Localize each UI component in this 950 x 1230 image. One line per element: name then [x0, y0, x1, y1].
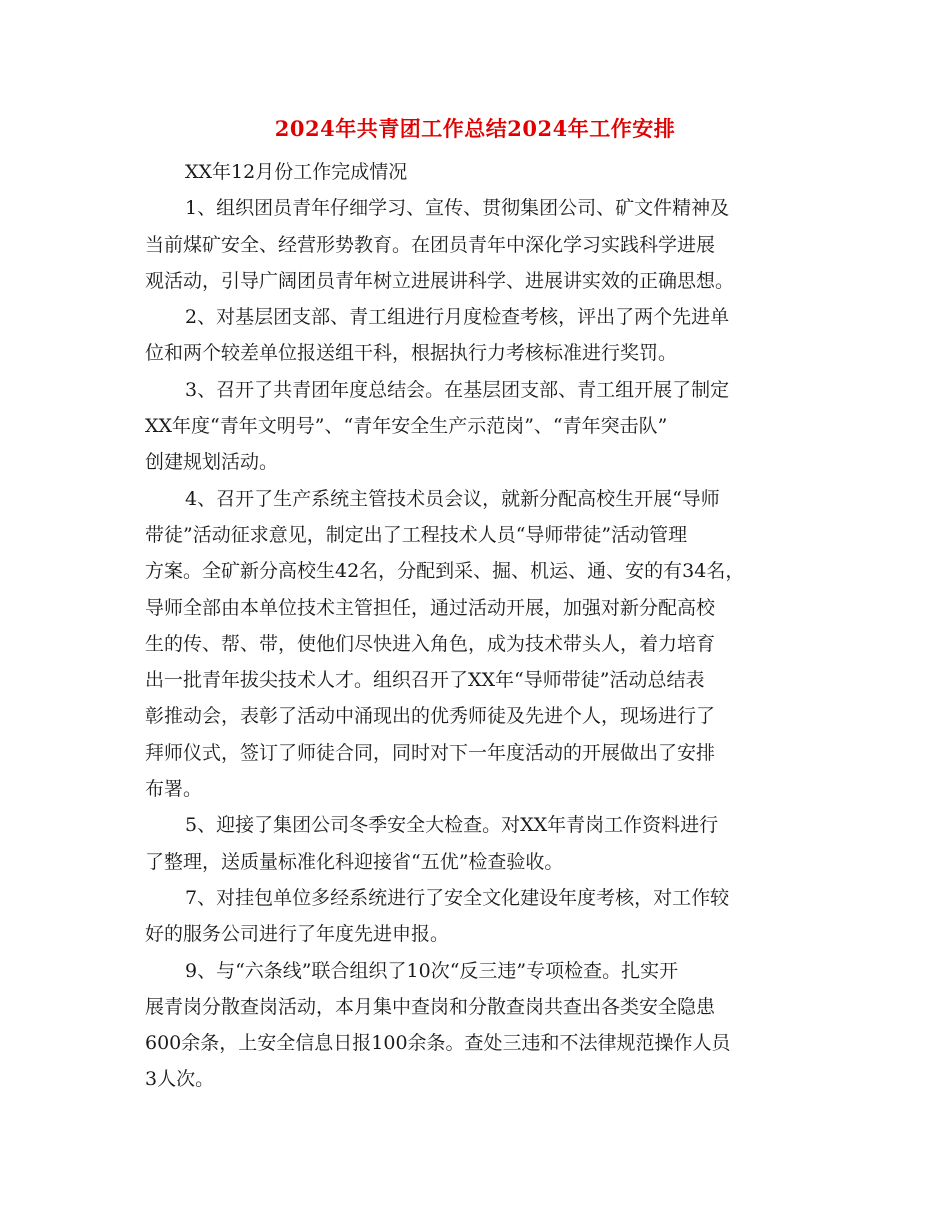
paragraph-item-5 — [145, 807, 810, 880]
paragraph-line: 展青岗分散查岗活动，本月集中查岗和分散查岗共查出各类安全隐患 — [145, 995, 716, 1018]
document-body — [145, 154, 810, 1098]
paragraph-line: XX年12月份工作完成情况 — [185, 161, 408, 183]
paragraph-line: XX年度“青年文明号”、“青年安全生产示范岗”、“青年突击队” — [145, 415, 668, 438]
paragraph-item-9 — [145, 953, 810, 1098]
paragraph-line: 拜师仪式，签订了师徒合同，同时对下一年度活动的开展做出了安排 — [145, 741, 716, 764]
paragraph-line: 导师全部由本单位技术主管担任，通过活动开展，加强对新分配高校 — [145, 596, 716, 619]
paragraph-line: 2、对基层团支部、青工组进行月度检查考核，评出了两个先进单 — [185, 306, 730, 329]
paragraph-line: 带徒”活动征求意见，制定出了工程技术人员“导师带徒”活动管理 — [145, 523, 688, 546]
document-title: 2024年共青团工作总结2024年工作安排 — [274, 116, 676, 141]
paragraph-line: 创建规划活动。 — [145, 451, 279, 474]
paragraph-line: 方案。全矿新分高校生42名，分配到采、掘、机运、通、安的有34名， — [145, 560, 745, 583]
paragraph-line: 好的服务公司进行了年度先进申报。 — [145, 923, 450, 946]
paragraph-line: 生的传、帮、带，使他们尽快进入角色，成为技术带头人，着力培育 — [145, 632, 716, 655]
paragraph-line: 了整理，送质量标准化科迎接省“五优”检查验收。 — [145, 850, 564, 873]
paragraph-line: 彰推动会，表彰了活动中涌现出的优秀师徒及先进个人，现场进行了 — [145, 705, 716, 728]
paragraph-line: 观活动，引导广阔团员青年树立进展讲科学、进展讲实效的正确思想。 — [145, 269, 735, 292]
paragraph-line: 位和两个较差单位报送组干科，根据执行力考核标准进行奖罚。 — [145, 342, 678, 365]
paragraph-line: 5、迎接了集团公司冬季安全大检查。对XX年青岗工作资料进行 — [185, 814, 719, 837]
paragraph-line: 3人次。 — [145, 1068, 215, 1091]
paragraph-line: 出一批青年拔尖技术人才。组织召开了XX年“导师带徒”活动总结表 — [145, 669, 705, 692]
paragraph-item-4 — [145, 481, 810, 808]
paragraph-line: 当前煤矿安全、经营形势教育。在团员青年中深化学习实践科学进展 — [145, 233, 716, 256]
paragraph-item-7 — [145, 880, 810, 953]
paragraph-item-3 — [145, 372, 810, 481]
paragraph-subheading — [145, 154, 810, 190]
paragraph-line: 4、召开了生产系统主管技术员会议，就新分配高校生开展“导师 — [185, 487, 720, 510]
paragraph-line: 1、组织团员青年仔细学习、宣传、贯彻集团公司、矿文件精神及 — [185, 197, 730, 220]
paragraph-line: 布署。 — [145, 778, 203, 801]
paragraph-line: 3、召开了共青团年度总结会。在基层团支部、青工组开展了制定 — [185, 378, 730, 401]
paragraph-line: 600余条，上安全信息日报100余条。查处三违和不法律规范操作人员 — [145, 1032, 731, 1055]
paragraph-line: 9、与“六条线”联合组织了10次“反三违”专项检查。扎实开 — [185, 959, 679, 982]
paragraph-item-2 — [145, 299, 810, 372]
paragraph-item-1 — [145, 190, 810, 299]
paragraph-line: 7、对挂包单位多经系统进行了安全文化建设年度考核，对工作较 — [185, 886, 730, 909]
